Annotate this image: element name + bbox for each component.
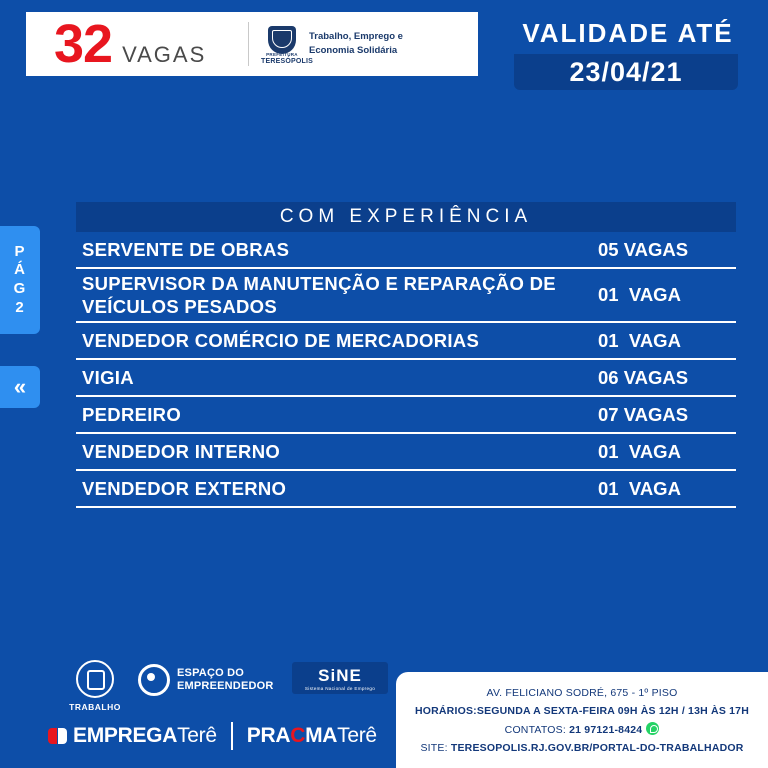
- logo-trabalho-label: TRABALHO: [69, 702, 121, 712]
- validity-label: VALIDADE ATÉ: [522, 17, 734, 48]
- logo-pracma-part1: PRA: [246, 724, 291, 747]
- job-vacancies: 05 VAGAS: [598, 238, 689, 260]
- logo-pracma-red: C: [290, 724, 306, 747]
- validity-date: 23/04/21: [569, 56, 683, 87]
- footer-brand-row: [48, 722, 377, 750]
- vacancies-count: 32: [54, 14, 113, 74]
- logo-sine: [292, 662, 388, 694]
- contact-site: [410, 739, 754, 757]
- list-item: [76, 360, 736, 397]
- job-title: SERVENTE DE OBRAS: [82, 238, 290, 260]
- validity-block: [478, 12, 768, 90]
- list-item: [76, 232, 736, 269]
- crest-line1: PREFEITURA: [266, 52, 298, 57]
- footer-logos: [40, 660, 410, 750]
- logo-pracma-tere: [247, 724, 377, 748]
- contact-site-label: SITE:: [420, 742, 448, 755]
- logo-emprega-bold: EMPREGA: [73, 724, 178, 747]
- logo-empreendedor-line2: EMPREENDEDOR: [177, 680, 274, 692]
- secretariat-label: Trabalho, Emprego e Economia Solidária: [309, 31, 403, 56]
- logo-pracma-light: Terê: [337, 724, 377, 747]
- whatsapp-icon: [646, 722, 659, 735]
- job-list: [76, 232, 736, 508]
- footer: [0, 648, 768, 768]
- logo-emprega-light: Terê: [177, 724, 217, 747]
- page-letter-g: G: [13, 280, 27, 297]
- page-letter-p: P: [14, 242, 26, 260]
- job-title: VENDEDOR COMÉRCIO DE MERCADORIAS: [82, 329, 480, 351]
- job-vacancies: 06 VAGAS: [598, 366, 689, 388]
- page-number: 2: [15, 298, 25, 316]
- briefcase-icon: [76, 660, 114, 698]
- job-title: PEDREIRO: [82, 403, 182, 425]
- list-item: [76, 434, 736, 471]
- job-title: VENDEDOR EXTERNO: [82, 477, 287, 499]
- contact-card: [396, 672, 768, 768]
- contact-phone-label: CONTATOS:: [504, 723, 566, 736]
- logo-sine-label: SiNE: [318, 665, 362, 685]
- job-vacancies: 01 VAGA: [598, 440, 681, 462]
- job-title: VIGIA: [82, 366, 134, 388]
- job-vacancies: 01 VAGA: [598, 329, 681, 351]
- contact-phone: [410, 721, 754, 739]
- header-white-panel: [26, 12, 478, 76]
- crest-line2: TERESÓPOLIS: [261, 58, 313, 65]
- logo-empreendedor-line1: ESPAÇO DO: [177, 666, 244, 679]
- previous-page-arrow-icon[interactable]: «: [0, 366, 40, 408]
- logo-sine-sublabel: Sistema Nacional de Emprego: [304, 685, 376, 691]
- contact-hours: [410, 702, 754, 720]
- logo-espaco-empreendedor: [138, 664, 274, 696]
- list-item: [76, 471, 736, 508]
- page-indicator-tab: [0, 226, 40, 334]
- job-vacancies: 01 VAGA: [598, 477, 681, 499]
- city-branding: [249, 23, 429, 65]
- list-item: [76, 397, 736, 434]
- contact-site-value[interactable]: TERESOPOLIS.RJ.GOV.BR/PORTAL-DO-TRABALHADOR: [450, 742, 744, 755]
- job-title: SUPERVISOR DA MANUTENÇÃO E REPARAÇÃO DE VEÍCULOS PESADOS: [82, 272, 556, 317]
- job-vacancies: 01 VAGA: [598, 284, 681, 305]
- header: [0, 12, 768, 90]
- gear-icon: [138, 664, 170, 696]
- validity-date-box: [514, 54, 738, 90]
- logo-emprega-tere: [48, 724, 217, 748]
- logo-pracma-part2: MA: [305, 724, 338, 747]
- job-title: VENDEDOR INTERNO: [82, 440, 281, 462]
- page-letter-a: Á: [14, 261, 26, 279]
- job-vacancies: 07 VAGAS: [598, 403, 689, 425]
- list-item: [76, 269, 736, 323]
- footer-brand-divider: [231, 722, 233, 750]
- shield-shape: [268, 26, 296, 54]
- list-item: [76, 323, 736, 360]
- contact-hours-label: HORÁRIOS:: [414, 705, 477, 718]
- emprega-mark-icon: [48, 726, 68, 746]
- vacancies-label: VAGAS: [122, 42, 207, 67]
- section-title: COM EXPERIÊNCIA: [76, 202, 736, 232]
- crest-icon: [261, 23, 313, 65]
- logo-trabalho: [60, 660, 130, 712]
- contact-hours-value: SEGUNDA A SEXTA-FEIRA 09H ÀS 12H / 13H ÀS 17H: [476, 705, 750, 718]
- contact-phone-value: 21 97121-8424: [569, 723, 643, 736]
- vacancies-summary: [26, 14, 248, 74]
- contact-address: AV. FELICIANO SODRÉ, 675 - 1º PISO: [486, 687, 678, 699]
